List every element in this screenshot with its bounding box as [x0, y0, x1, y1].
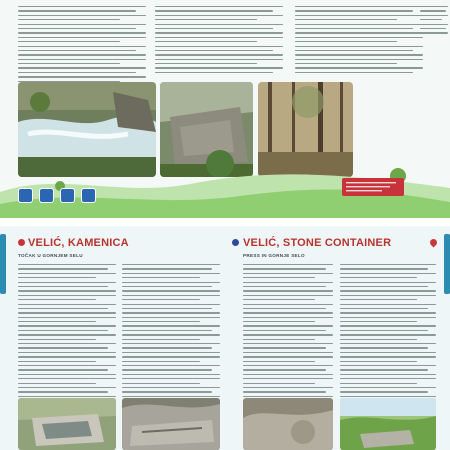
project-tag	[342, 178, 404, 196]
photo-stone-slab	[122, 398, 220, 450]
eu-badge-icon	[39, 188, 54, 203]
right-edge-tab	[444, 234, 450, 294]
logo-row	[18, 188, 96, 203]
eu-badge-icon	[60, 188, 75, 203]
right-subtitle: PRESS IN GORNJE SELO	[243, 253, 305, 258]
eu-badge-icon	[18, 188, 33, 203]
location-pin-icon	[429, 238, 439, 248]
photo-rock-closeup	[243, 398, 333, 450]
flag-hr-icon	[18, 239, 25, 246]
top-col-2	[155, 6, 283, 76]
top-col-3	[295, 6, 423, 76]
right-title: VELIĆ, STONE CONTAINER	[243, 237, 392, 249]
page-divider	[0, 218, 450, 226]
left-title: VELIĆ, KAMENICA	[28, 237, 129, 249]
left-edge-tab	[0, 234, 6, 294]
photo-stone-trough	[18, 398, 116, 450]
top-col-1	[18, 6, 146, 94]
top-spread	[0, 0, 450, 218]
flag-gb-icon	[232, 239, 239, 246]
left-subtitle: TOČAK U GORNJEM SELU	[18, 253, 83, 258]
photo-green-valley	[340, 398, 436, 450]
eu-badge-icon	[81, 188, 96, 203]
top-col-4	[420, 6, 448, 37]
